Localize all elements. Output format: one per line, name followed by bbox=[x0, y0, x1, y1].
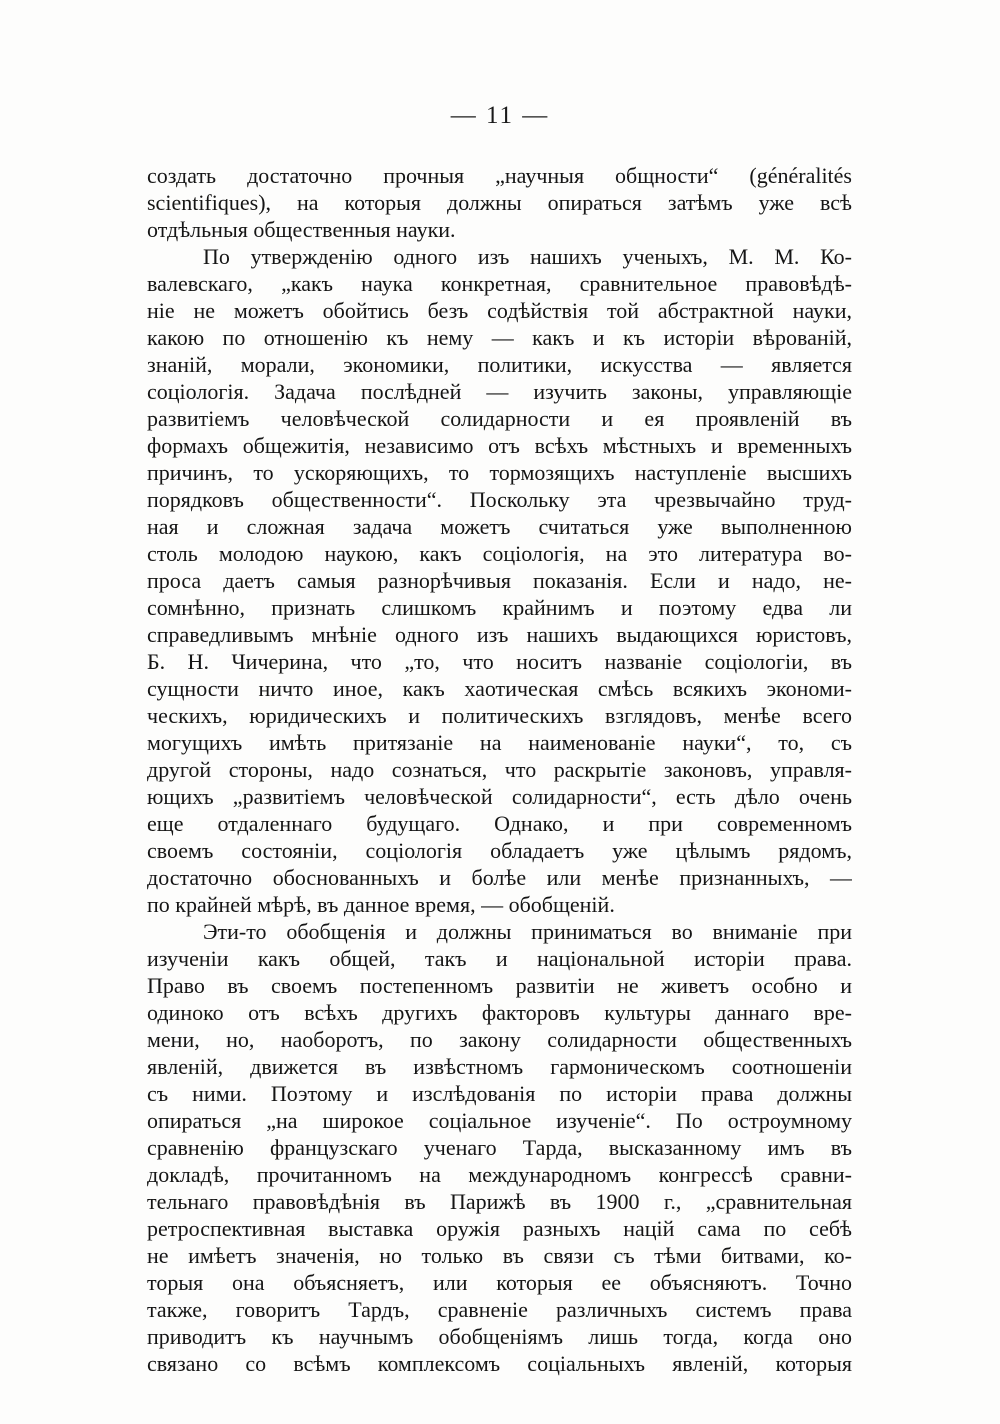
text-line: проса даетъ самыя разнорѣчивыя показанія. Если и надо, не- bbox=[147, 568, 852, 593]
text-line: одиноко отъ всѣхъ другихъ факторовъ культуры даннаго вре- bbox=[147, 1000, 852, 1025]
text-line: формахъ общежитія, независимо отъ всѣхъ мѣстныхъ и временныхъ bbox=[147, 433, 852, 458]
text-line: опираться „на широкое соціальное изученіе“. По остроумному bbox=[147, 1108, 852, 1133]
text-line: своемъ состояніи, соціологія обладаетъ уже цѣлымъ рядомъ, bbox=[147, 838, 852, 863]
text-line: мени, но, наоборотъ, по закону солидарности общественныхъ bbox=[147, 1027, 852, 1052]
text-line: справедливымъ мнѣніе одного изъ нашихъ выдающихся юристовъ, bbox=[147, 622, 852, 647]
text-line: соціологія. Задача послѣдней — изучить законы, управляющіе bbox=[147, 379, 852, 404]
text-line: торыя она объясняетъ, или которыя ее объясняютъ. Точно bbox=[147, 1270, 852, 1295]
text-line: сравненію французскаго ученаго Тарда, высказанному имъ въ bbox=[147, 1135, 852, 1160]
text-line: другой стороны, надо сознаться, что раскрытіе законовъ, управля- bbox=[147, 757, 852, 782]
text-line: развитіемъ человѣческой солидарности и ея проявленій въ bbox=[147, 406, 852, 431]
body-text bbox=[147, 162, 852, 1377]
text-line: съ ними. Поэтому и изслѣдованія по исторіи права должны bbox=[147, 1081, 852, 1106]
text-line: знаній, морали, экономики, политики, искусства — является bbox=[147, 352, 852, 377]
text-line: могущихъ имѣть притязаніе на наименованіе науки“, то, съ bbox=[147, 730, 852, 755]
text-line: Эти-то обобщенія и должны приниматься во вниманіе при bbox=[203, 919, 852, 944]
text-line: также, говоритъ Тардъ, сравненіе различныхъ системъ права bbox=[147, 1297, 852, 1322]
text-line: столь молодою наукою, какъ соціологія, на это литература во- bbox=[147, 541, 852, 566]
text-line: ющихъ „развитіемъ человѣческой солидарности“, есть дѣло очень bbox=[147, 784, 852, 809]
text-line: какою по отношенію къ нему — какъ и къ исторіи вѣрованій, bbox=[147, 325, 852, 350]
text-line: порядковъ общественности“. Поскольку эта чрезвычайно труд- bbox=[147, 487, 852, 512]
text-line: явленій, движется въ извѣстномъ гармоническомъ соотношеніи bbox=[147, 1054, 852, 1079]
text-line: отдѣльныя общественныя науки. bbox=[147, 217, 456, 242]
text-line: связано со всѣмъ комплексомъ соціальныхъ явленій, которыя bbox=[147, 1351, 852, 1376]
text-line: сущности ничто иное, какъ хаотическая смѣсь всякихъ экономи- bbox=[147, 676, 852, 701]
text-line: Право въ своемъ постепенномъ развитіи не живетъ особно и bbox=[147, 973, 852, 998]
text-line: ніе не можетъ обойтись безъ содѣйствія той абстрактной науки, bbox=[147, 298, 852, 323]
text-line: сомнѣнно, признать слишкомъ крайнимъ и поэтому едва ли bbox=[147, 595, 852, 620]
text-line: По утвержденію одного изъ нашихъ ученыхъ, М. М. Ко- bbox=[203, 244, 852, 269]
page-number: — 11 — bbox=[450, 102, 550, 129]
text-line: scientifiques), на которыя должны опираться затѣмъ уже всѣ bbox=[147, 190, 852, 215]
text-line: не имѣетъ значенія, но только въ связи съ тѣми битвами, ко- bbox=[147, 1243, 852, 1268]
text-line: ческихъ, юридическихъ и политическихъ взглядовъ, менѣе всего bbox=[147, 703, 852, 728]
text-line: причинъ, то ускоряющихъ, то тормозящихъ наступленіе высшихъ bbox=[147, 460, 852, 485]
text-line: достаточно обоснованныхъ и болѣе или менѣе признанныхъ, — bbox=[147, 865, 852, 890]
text-line: по крайней мѣрѣ, въ данное время, — обобщеній. bbox=[147, 892, 615, 917]
text-line: тельнаго правовѣдѣнія въ Парижѣ въ 1900 г., „сравнительная bbox=[147, 1189, 852, 1214]
text-line: Б. Н. Чичерина, что „то, что носитъ названіе соціологіи, въ bbox=[147, 649, 852, 674]
text-line: докладѣ, прочитанномъ на международномъ конгрессѣ сравни- bbox=[147, 1162, 852, 1187]
text-line: создать достаточно прочныя „научныя общности“ (généralités bbox=[147, 163, 852, 188]
text-line: изученіи какъ общей, такъ и національной исторіи права. bbox=[147, 946, 852, 971]
text-line: ретроспективная выставка оружія разныхъ націй сама по себѣ bbox=[147, 1216, 852, 1241]
text-line: валевскаго, „какъ наука конкретная, сравнительное правовѣдѣ- bbox=[147, 271, 852, 296]
text-line: ная и сложная задача можетъ считаться уже выполненною bbox=[147, 514, 852, 539]
text-line: приводитъ къ научнымъ обобщеніямъ лишь тогда, когда оно bbox=[147, 1324, 852, 1349]
text-line: еще отдаленнаго будущаго. Однако, и при современномъ bbox=[147, 811, 852, 836]
